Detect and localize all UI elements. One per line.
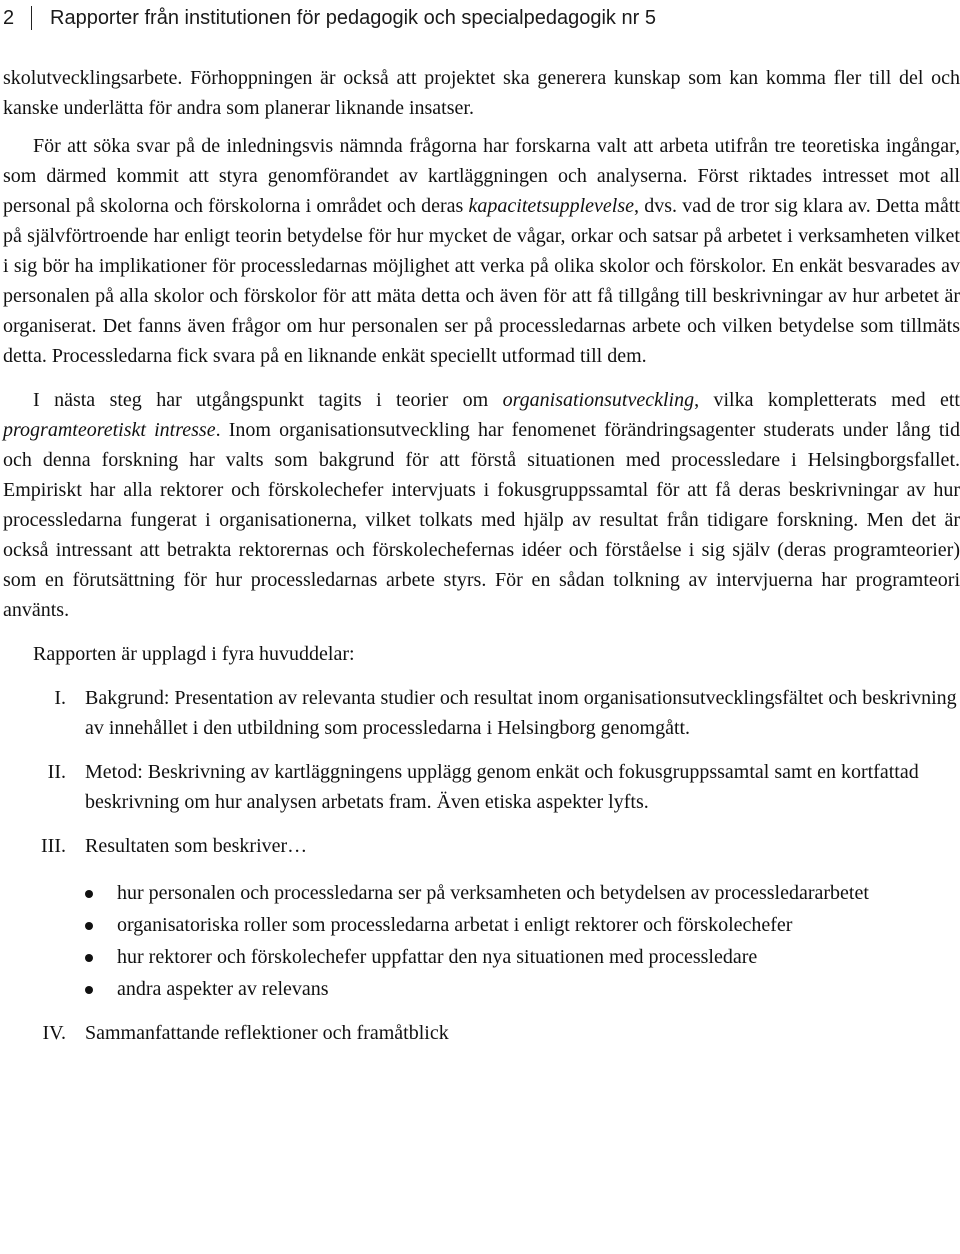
bullet-item: [85, 942, 960, 972]
bullet-dot-icon: [85, 954, 93, 962]
bullet-text: hur rektorer och förskolechefer uppfattar den nya situationen med processledare: [117, 946, 758, 968]
bullet-text: organisatoriska roller som processledarna arbetat i enligt rektorer och förskolechefer: [117, 914, 793, 936]
term-kapacitetsupplevelse: kapacitetsupplevelse: [468, 195, 635, 217]
results-bullet-list: [85, 878, 960, 1004]
outline-number: II.: [47, 761, 66, 783]
bullet-item: [85, 910, 960, 940]
bullet-text: andra aspekter av relevans: [117, 978, 329, 1000]
running-title: Rapporter från institutionen för pedagogik och specialpedagogik nr 5: [50, 6, 656, 29]
outline-item: [3, 1018, 960, 1048]
paragraph-3: [3, 385, 960, 625]
paragraph-3-text-b: , vilka kompletterats med ett: [694, 389, 960, 411]
outline-number: I.: [54, 687, 66, 709]
outline-text: Resultaten som beskriver…: [85, 835, 308, 857]
bullet-dot-icon: [85, 986, 93, 994]
paragraph-2-text-a: För att söka svar på de inledningsvis nämnda frågorna har forskarna valt att arbeta utifrån tre teoretiska ingångar, som därmed kommit att styra genomförandet av kartläggningen och analyserna. Först riktades intresset mot all personal på skolorna och förskolorna i området och deras: [3, 135, 960, 217]
term-organisationsutveckling: organisationsutveckling: [502, 389, 695, 411]
page-header: [3, 3, 656, 33]
outline-item: [3, 831, 960, 1004]
bullet-dot-icon: [85, 922, 93, 930]
bullet-text: hur personalen och processledarna ser på verksamheten och betydelsen av processledararbetet: [117, 882, 869, 904]
paragraph-3-text-a: I nästa steg har utgångspunkt tagits i teorier om: [33, 389, 503, 411]
outline-text: Bakgrund: Presentation av relevanta studier och resultat inom organisationsutvecklingsfältet och beskrivning av innehållet i den utbildning som processledarna i Helsingborg genomgått.: [85, 687, 957, 739]
document-body: [3, 63, 960, 1062]
term-programteoretiskt-intresse: programteoretiskt intresse: [3, 419, 216, 441]
outline-item: [3, 757, 960, 817]
paragraph-2: [3, 131, 960, 371]
outline-list: [3, 683, 960, 1048]
page-number: 2: [3, 6, 15, 29]
bullet-item: [85, 974, 960, 1004]
outline-text: Sammanfattande reflektioner och framåtblick: [85, 1022, 449, 1044]
outline-number: III.: [41, 835, 66, 857]
paragraph-3-text-c: . Inom organisationsutveckling har fenomenet förändringsagenter studerats under lång tid och denna forskning har valts som bakgrund för att förstå situationen med processledare i Helsingborgsfallet. Empiriskt har alla rektorer och förskolechefer intervjuats i fokusgruppssamtal för att få deras beskrivningar av hur processledarna fungerat i organisationerna, vilket tolkats med hjälp av resultat från tidigare forskning. Men det är också intressant att betrakta rektorernas och förskolechefernas idéer och förståelse i sig själv (deras programteorier) som en förutsättning för hur processledarnas arbete styrs. För en sådan tolkning av intervjuerna har programteori använts.: [3, 419, 960, 621]
paragraph-1: skolutvecklingsarbete. Förhoppningen är också att projektet ska generera kunskap som kan komma fler till del och kanske underlätta för andra som planerar liknande insatser.: [3, 67, 960, 119]
outline-item: [3, 683, 960, 743]
bullet-dot-icon: [85, 890, 93, 898]
outline-text: Metod: Beskrivning av kartläggningens upplägg genom enkät och fokusgruppssamtal samt en kortfattad beskrivning om hur analysen arbetats fram. Även etiska aspekter lyfts.: [85, 761, 919, 813]
paragraph-2-text-b: , dvs. vad de tror sig klara av. Detta mått på självförtroende har enligt teorin betydelse för hur mycket de vågar, orkar och satsar på arbetet i verksamheten vilket i sig bör ha implikationer för processledarnas möjlighet att verka på olika skolor och förskolor. En enkät besvarades av personalen på alla skolor och förskolor för att mäta detta och även för att få tillgång till beskrivningar av hur arbetet är organiserat. Det fanns även frågor om hur personalen ser på processledarnas arbete och vilken betydelse som tillmäts detta. Processledarna fick svara på en liknande enkät speciellt utformad till dem.: [3, 195, 960, 367]
bullet-item: [85, 878, 960, 908]
paragraph-4: Rapporten är upplagd i fyra huvuddelar:: [33, 643, 355, 665]
outline-number: IV.: [42, 1022, 66, 1044]
header-divider: [31, 6, 32, 30]
